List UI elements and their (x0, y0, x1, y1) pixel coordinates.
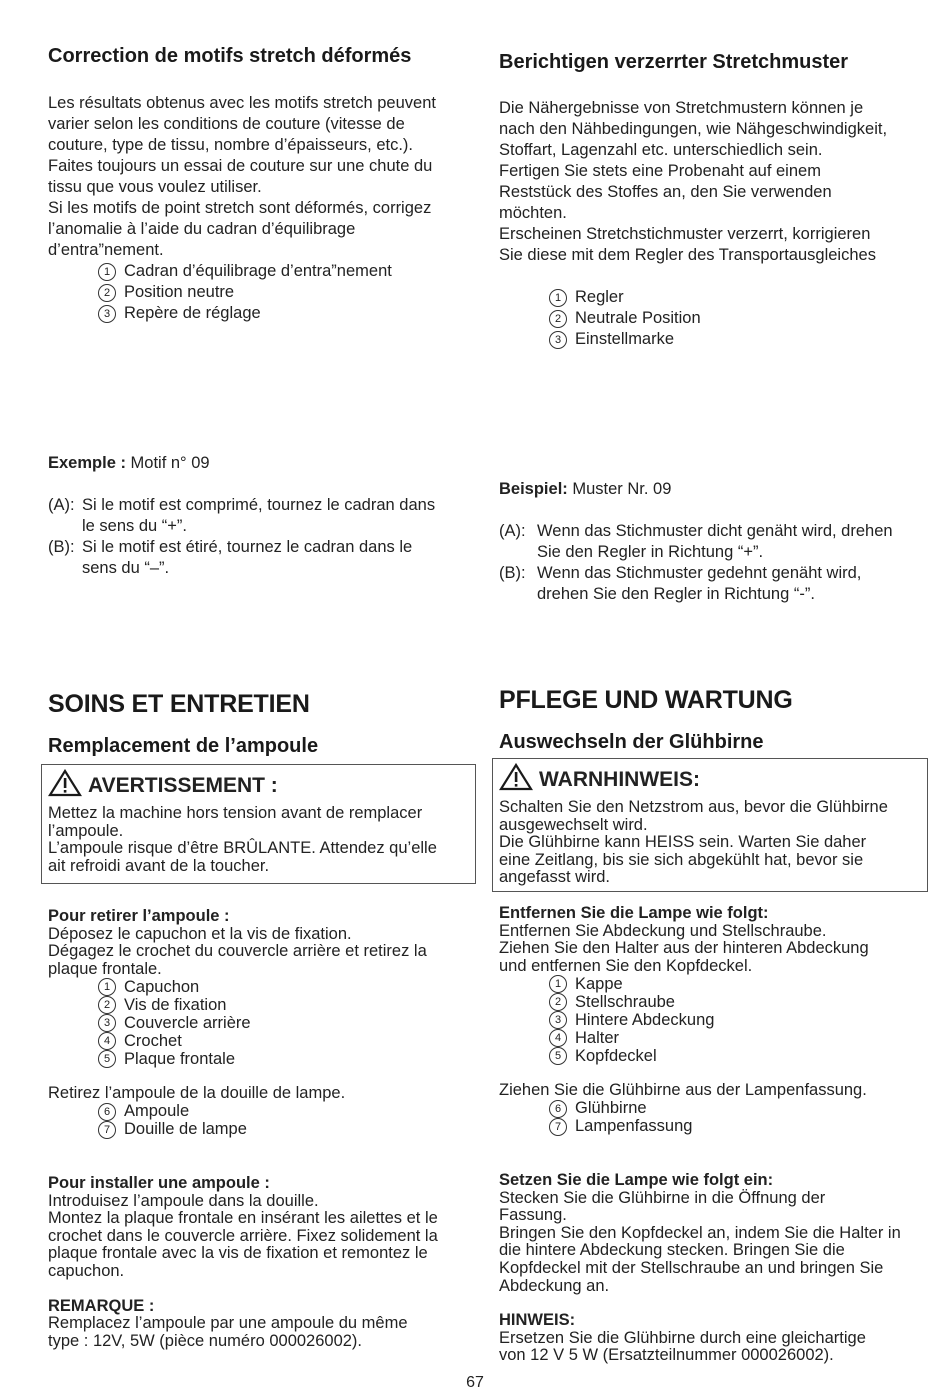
text-line: Fassung. (499, 1206, 567, 1225)
de-example-section (499, 479, 931, 605)
list-item (98, 1121, 478, 1139)
text-line: Sie den Regler in Richtung “+”. (537, 543, 764, 561)
item-number: 2 (549, 993, 567, 1011)
de-care-title: PFLEGE UND WARTUNG (499, 686, 793, 714)
warning-triangle-icon (48, 769, 88, 803)
example-value: Motif n° 09 (125, 454, 210, 472)
text-line: type : 12V, 5W (pièce numéro 000026002). (48, 1331, 363, 1350)
example-label: Exemple : (48, 454, 126, 472)
example-b-text (537, 563, 861, 605)
fr-stretch-body (48, 93, 478, 261)
warning-title: WARNHINWEIS: (539, 768, 700, 791)
text-line: tissu que vous voulez utiliser. (48, 178, 262, 196)
item-label: Crochet (124, 1031, 182, 1050)
fr-example-section (48, 453, 478, 579)
text-line: Si les motifs de point stretch sont déformés, corrigez (48, 199, 432, 217)
text-line: Reststück des Stoffes an, den Sie verwenden (499, 183, 832, 201)
fr-note-title: REMARQUE : (48, 1296, 155, 1315)
de-example-b (499, 563, 931, 605)
de-remove-section (499, 905, 931, 1136)
de-install-text (499, 1190, 931, 1296)
text-line: die hintere Abdeckung stecken. Bringen Sie die (499, 1241, 845, 1260)
fr-care-subtitle: Remplacement de l’ampoule (48, 735, 319, 757)
text-line: möchten. (499, 204, 567, 222)
text-line: couture, type de tissu, nombre d’épaisseurs, etc.). (48, 136, 414, 154)
page-number: 67 (466, 1374, 484, 1391)
text-line: von 12 V 5 W (Ersatzteilnummer 000026002). (499, 1346, 834, 1365)
text-line: l’anomalie à l’aide du cadran d’équilibrage (48, 220, 356, 238)
text-line: le sens du “+”. (82, 517, 188, 535)
list-item (549, 1011, 931, 1029)
item-number: 6 (98, 1103, 116, 1121)
fr-example-b (48, 537, 478, 579)
de-remove-text (499, 923, 931, 976)
item-number: 2 (98, 996, 116, 1014)
item-number: 7 (98, 1121, 116, 1139)
item-number: 4 (98, 1032, 116, 1050)
item-number: 6 (549, 1100, 567, 1118)
text-line: Entfernen Sie Abdeckung und Stellschraube. (499, 921, 827, 940)
fr-stretch-section (48, 45, 478, 324)
list-item (98, 1050, 478, 1068)
fr-pull-list (98, 1103, 478, 1139)
item-number: 4 (549, 1029, 567, 1047)
item-number: 5 (549, 1047, 567, 1065)
de-stretch-section (499, 51, 931, 350)
fr-example-a (48, 495, 478, 537)
de-care-subtitle: Auswechseln der Glühbirne (499, 731, 764, 753)
text-line: Wenn das Stichmuster gedehnt genäht wird, (537, 564, 862, 582)
item-label: Halter (575, 1028, 620, 1047)
fr-care-title: SOINS ET ENTRETIEN (48, 690, 310, 718)
warning-title: AVERTISSEMENT : (88, 774, 278, 797)
fr-example-heading (48, 453, 478, 474)
item-label: Lampenfassung (575, 1117, 693, 1136)
de-remove-list (549, 975, 931, 1065)
fr-remove-text (48, 926, 478, 979)
text-line: Montez la plaque frontale en insérant les ailettes et le (48, 1209, 438, 1228)
text-line: und entfernen Sie den Kopfdeckel. (499, 956, 753, 975)
list-item (98, 1103, 478, 1121)
list-item (98, 996, 478, 1014)
fr-remove-section (48, 908, 478, 1139)
fr-stretch-list (98, 261, 478, 324)
example-b-text (82, 537, 412, 579)
list-item (98, 282, 478, 303)
list-item (549, 1047, 931, 1065)
text-line: Abdeckung an. (499, 1276, 610, 1295)
item-label: Douille de lampe (124, 1120, 247, 1139)
text-line: capuchon. (48, 1261, 125, 1280)
text-line: Kopfdeckel mit der Stellschraube an und bringen Sie (499, 1258, 884, 1277)
warning-triangle-icon (499, 763, 539, 797)
item-label: Cadran d’équilibrage d’entra”nement (124, 262, 392, 280)
text-line: Schalten Sie den Netzstrom aus, bevor die Glühbirne (499, 798, 888, 816)
fr-pull-text: Retirez l’ampoule de la douille de lampe. (48, 1084, 346, 1103)
text-line: Déposez le capuchon et la vis de fixation. (48, 924, 352, 943)
text-line: plaque frontale avec la vis de fixation et remontez le (48, 1244, 428, 1263)
item-number: 3 (98, 1014, 116, 1032)
item-label: Regler (575, 288, 624, 306)
list-item (549, 993, 931, 1011)
item-label: Stellschraube (575, 992, 675, 1011)
fr-warning-text (48, 805, 469, 875)
item-label: Capuchon (124, 977, 200, 996)
fr-install-title: Pour installer une ampoule : (48, 1174, 270, 1192)
list-item (549, 1029, 931, 1047)
list-item (549, 287, 931, 308)
de-stretch-title: Berichtigen verzerrter Stretchmuster (499, 51, 849, 73)
item-number: 3 (549, 331, 567, 349)
text-line: d’entra”nement. (48, 241, 164, 259)
de-pull-list (549, 1100, 931, 1136)
item-label: Couvercle arrière (124, 1013, 251, 1032)
text-line: Faites toujours un essai de couture sur une chute du (48, 157, 433, 175)
item-number: 1 (98, 263, 116, 281)
text-line: Si le motif est étiré, tournez le cadran dans le (82, 538, 413, 556)
list-item (98, 978, 478, 996)
text-line: Ziehen Sie den Halter aus der hinteren Abdeckung (499, 939, 869, 958)
item-label: Ampoule (124, 1102, 190, 1121)
item-number: 1 (98, 978, 116, 996)
de-install-section (499, 1172, 931, 1365)
list-item (98, 303, 478, 324)
list-item (549, 329, 931, 350)
text-line: l’ampoule. (48, 821, 124, 840)
example-a-text (82, 495, 435, 537)
text-line: sens du “–”. (82, 559, 170, 577)
example-a-label: (A): (499, 522, 526, 540)
de-warning-box (492, 758, 928, 892)
text-line: Les résultats obtenus avec les motifs stretch peuvent (48, 94, 436, 112)
list-item (549, 975, 931, 993)
de-install-title: Setzen Sie die Lampe wie folgt ein: (499, 1171, 774, 1189)
list-item (549, 1118, 931, 1136)
text-line: L’ampoule risque d’être BRÛLANTE. Attendez qu’elle (48, 839, 437, 858)
fr-install-section (48, 1175, 478, 1350)
text-line: Fertigen Sie stets eine Probenaht auf einem (499, 162, 821, 180)
text-line: Erscheinen Stretchstichmuster verzerrt, korrigieren (499, 225, 871, 243)
text-line: Si le motif est comprimé, tournez le cadran dans (82, 496, 436, 514)
example-a-label: (A): (48, 496, 75, 514)
text-line: angefasst wird. (499, 868, 610, 887)
de-stretch-body (499, 98, 931, 266)
example-b-label: (B): (48, 538, 75, 556)
example-label: Beispiel: (499, 480, 568, 498)
item-number: 3 (98, 305, 116, 323)
fr-remove-title: Pour retirer l’ampoule : (48, 907, 230, 925)
text-line: Remplacez l’ampoule par une ampoule du même (48, 1314, 408, 1333)
text-line: nach den Nähbedingungen, wie Nähgeschwindigkeit, (499, 120, 888, 138)
fr-care-section (48, 690, 478, 758)
item-label: Einstellmarke (575, 330, 675, 348)
fr-install-text (48, 1193, 478, 1281)
text-line: Die Glühbirne kann HEISS sein. Warten Sie daher (499, 833, 867, 852)
item-number: 5 (98, 1050, 116, 1068)
text-line: Wenn das Stichmuster dicht genäht wird, drehen (537, 522, 893, 540)
text-line: Die Nähergebnisse von Stretchmustern können je (499, 99, 864, 117)
item-number: 1 (549, 975, 567, 993)
text-line: Ersetzen Sie die Glühbirne durch eine gleichartige (499, 1328, 866, 1347)
item-label: Neutrale Position (575, 309, 701, 327)
de-remove-title: Entfernen Sie die Lampe wie folgt: (499, 904, 769, 922)
example-a-text (537, 521, 893, 563)
text-line: ausgewechselt wird. (499, 815, 648, 834)
item-number: 2 (549, 310, 567, 328)
item-label: Repère de réglage (124, 304, 261, 322)
item-label: Vis de fixation (124, 995, 227, 1014)
de-care-section (499, 686, 931, 754)
fr-note-text (48, 1315, 478, 1350)
list-item (549, 1100, 931, 1118)
text-line: Introduisez l’ampoule dans la douille. (48, 1191, 319, 1210)
text-line: ait refroidi avant de la toucher. (48, 856, 270, 875)
item-label: Glühbirne (575, 1099, 647, 1118)
item-number: 1 (549, 289, 567, 307)
example-value: Muster Nr. 09 (567, 480, 672, 498)
fr-warning-header (48, 769, 469, 803)
list-item (98, 1032, 478, 1050)
de-pull-text: Ziehen Sie die Glühbirne aus der Lampenfassung. (499, 1081, 867, 1100)
text-line: Sie diese mit dem Regler des Transportausgleiches (499, 246, 876, 264)
de-stretch-list (549, 287, 931, 350)
de-example-heading (499, 479, 931, 500)
fr-stretch-title: Correction de motifs stretch déformés (48, 45, 412, 67)
example-b-label: (B): (499, 564, 526, 582)
fr-warning-box (41, 764, 476, 884)
list-item (98, 1014, 478, 1032)
text-line: varier selon les conditions de couture (vitesse de (48, 115, 405, 133)
item-label: Hintere Abdeckung (575, 1010, 715, 1029)
de-note-text (499, 1330, 931, 1365)
text-line: Stecken Sie die Glühbirne in die Öffnung der (499, 1188, 826, 1207)
text-line: Bringen Sie den Kopfdeckel an, indem Sie die Halter in (499, 1223, 901, 1242)
item-label: Kopfdeckel (575, 1046, 657, 1065)
de-example-a (499, 521, 931, 563)
list-item (549, 308, 931, 329)
de-note-title: HINWEIS: (499, 1311, 576, 1330)
item-label: Kappe (575, 974, 623, 993)
de-warning-header (499, 763, 921, 797)
de-warning-text (499, 799, 921, 887)
item-label: Plaque frontale (124, 1049, 235, 1068)
item-number: 2 (98, 284, 116, 302)
item-number: 3 (549, 1011, 567, 1029)
text-line: crochet dans le couvercle arrière. Fixez solidement la (48, 1226, 438, 1245)
text-line: eine Zeitlang, bis sie sich abgekühlt hat, bevor sie (499, 850, 864, 869)
item-number: 7 (549, 1118, 567, 1136)
text-line: drehen Sie den Regler in Richtung “-”. (537, 585, 815, 603)
text-line: Mettez la machine hors tension avant de remplacer (48, 804, 423, 822)
text-line: plaque frontale. (48, 959, 162, 978)
list-item (98, 261, 478, 282)
fr-remove-list (98, 978, 478, 1068)
item-label: Position neutre (124, 283, 235, 301)
text-line: Dégagez le crochet du couvercle arrière et retirez la (48, 942, 427, 961)
text-line: Stoffart, Lagenzahl etc. unterschiedlich sein. (499, 141, 823, 159)
